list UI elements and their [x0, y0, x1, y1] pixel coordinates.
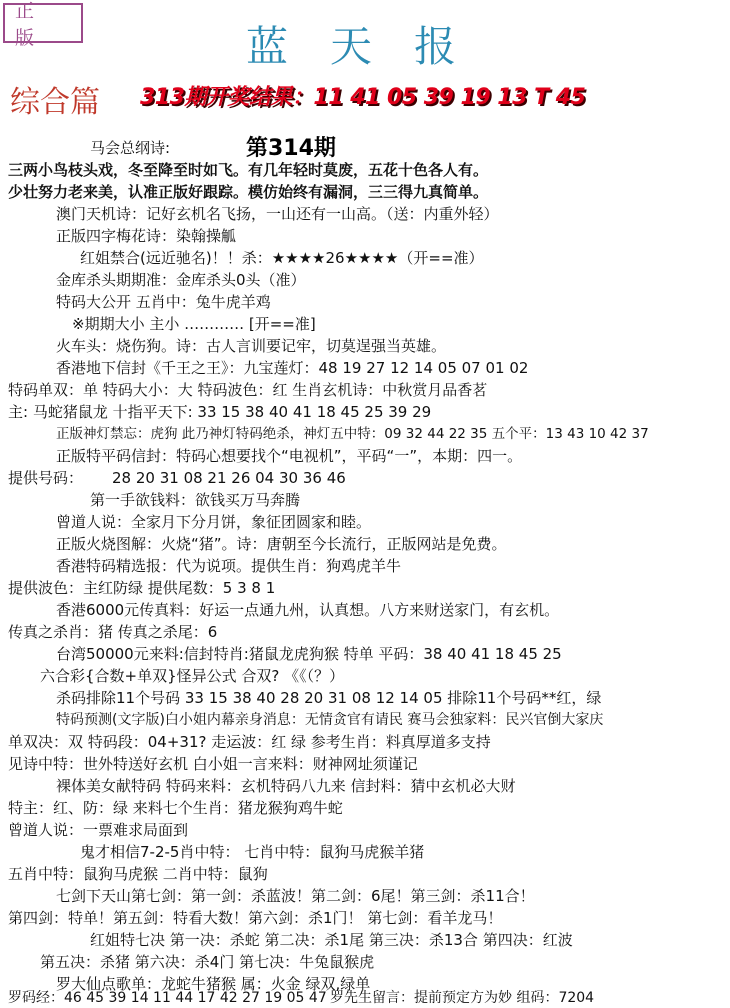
text-line: 红姐禁合(远近驰名)！！杀：★★★★26★★★★（开==准）: [80, 249, 484, 267]
text-line: 曾道人说：全家月下分月饼，象征团圆家和睦。: [56, 513, 372, 531]
text-line: 澳门天机诗：记好玄机名飞扬，一山还有一山高。（送：内重外轻）: [56, 205, 499, 223]
text-line: 28 20 31 08 21 26 04 30 36 46: [112, 469, 346, 487]
text-line: 裸体美女献特码 特码来料：玄机特码八九来 信封料：猜中玄机必大财: [56, 777, 516, 795]
text-line: 特码预测(文字版)白小姐内幕亲身消息：无情贪官有请民 赛马会独家料：民兴官倒大家庆: [56, 712, 604, 728]
text-line: 第一手欲钱料：欲钱买万马奔腾: [90, 491, 301, 509]
text-line: 正版火烧图解：火烧“猪”。诗：唐朝至今长流行，正版网站是免费。: [56, 535, 507, 553]
text-line: 三两小鸟枝头戏，冬至降至时如飞。有几年轻时莫废，五花十色各人有。: [8, 161, 489, 179]
genuine-stamp: 正 版: [3, 3, 83, 43]
masthead-title: 蓝天报: [246, 22, 499, 71]
section-title: 综合篇: [10, 85, 100, 120]
text-line: 罗先生留言：提前预定方为妙 组码：7204: [330, 990, 595, 1006]
issue-number: 第314期: [246, 136, 336, 161]
text-line: 特码大公开 五肖中：兔牛虎羊鸡: [56, 293, 271, 311]
text-line: 第五决：杀猪 第六决：杀4门 第七决：牛兔鼠猴虎: [40, 953, 375, 971]
text-line: 杀码排除11个号码 33 15 38 40 28 20 31 08 12 14 05 排除11个号码**红，绿: [56, 689, 602, 707]
text-line: 六合彩{合数+单双}怪异公式 合双? 《《（？）: [40, 667, 345, 685]
text-line: 特码单双：单 特码大小：大 特码波色：红 生肖玄机诗：中秋赏月品香茗: [8, 381, 488, 399]
text-line: 五肖中特：鼠狗马虎猴 二肖中特：鼠狗: [8, 865, 268, 883]
text-line: 特主：红、防：绿 来料七个生肖：猪龙猴狗鸡牛蛇: [8, 799, 343, 817]
text-line: 见诗中特：世外特送好玄机 白小姐一言来料：财神网址须谨记: [8, 755, 418, 773]
text-line: 香港6000元传真料：好运一点通九州，认真想。八方来财送家门，有玄机。: [56, 601, 560, 619]
text-line: 香港地下信封《千王之王》：九宝莲灯：48 19 27 12 14 05 07 01 02: [56, 359, 529, 377]
text-line: 马会总纲诗:: [90, 139, 171, 157]
text-line: 第四剑：特单！第五剑：特看大数！第六剑：杀1门！ 第七剑：看羊龙马！: [8, 909, 503, 927]
text-line: 香港特码精选报：代为说项。提供生肖：狗鸡虎羊牛: [56, 557, 402, 575]
text-line: 曾道人说：一票难求局面到: [8, 821, 189, 839]
text-line: 罗大仙点歌单：龙蛇牛猪猴 属：火金 绿双,绿单: [56, 975, 371, 993]
text-line: 少壮努力老来美，认准正版好跟踪。模仿始终有漏洞，三三得九真简单。: [8, 183, 489, 201]
text-line: 提供号码：: [8, 469, 84, 487]
text-line: 台湾50000元来料:信封特肖:猪鼠龙虎狗猴 特单 平码：38 40 41 18 45 25: [56, 645, 562, 663]
text-line: 单双决：双 特码段：04+31? 走运波：红 绿 参考生肖：料真厚道多支持: [8, 733, 491, 751]
text-line: 火车头：烧伤狗。诗：古人言训要记牢，切莫逞强当英雄。: [56, 337, 447, 355]
text-line: 正版四字梅花诗：染翰操觚: [56, 227, 237, 245]
previous-result: 313期开奖结果：11 41 05 39 19 13 T 45: [140, 85, 586, 110]
text-line: 传真之杀肖：猪 传真之杀尾：6: [8, 623, 218, 641]
text-line: 红姐特七决 第一决：杀蛇 第二决：杀1尾 第三决：杀13合 第四决：红波: [90, 931, 573, 949]
text-line: 提供波色：主红防绿 提供尾数：5 3 8 1: [8, 579, 276, 597]
text-line: 罗码经：46 45 39 14 11 44 17 42 27 19 05 47: [8, 990, 327, 1006]
text-line: 主: 马蛇猪鼠龙 十指平天下: 33 15 38 40 41 18 45 25 39 29: [8, 403, 432, 421]
text-line: 正版神灯禁忘：虎狗 此乃神灯特码绝杀，神灯五中特：09 32 44 22 35 五个平：13 43 10 42 37: [56, 426, 649, 442]
text-line: 七剑下天山第七剑：第一剑：杀蓝波！第二剑：6尾！第三剑：杀11合！: [56, 887, 535, 905]
text-line: 正版特平码信封：特码心想要找个“电视机”，平码“一”，本期：四一。: [56, 447, 523, 465]
text-line: 鬼才相信7-2-5肖中特： 七肖中特：鼠狗马虎猴羊猪: [80, 843, 425, 861]
text-line: 金库杀头期期准：金库杀头0头（准）: [56, 271, 306, 289]
text-line: ※期期大小 主小 ………… [开==准]: [72, 315, 316, 333]
